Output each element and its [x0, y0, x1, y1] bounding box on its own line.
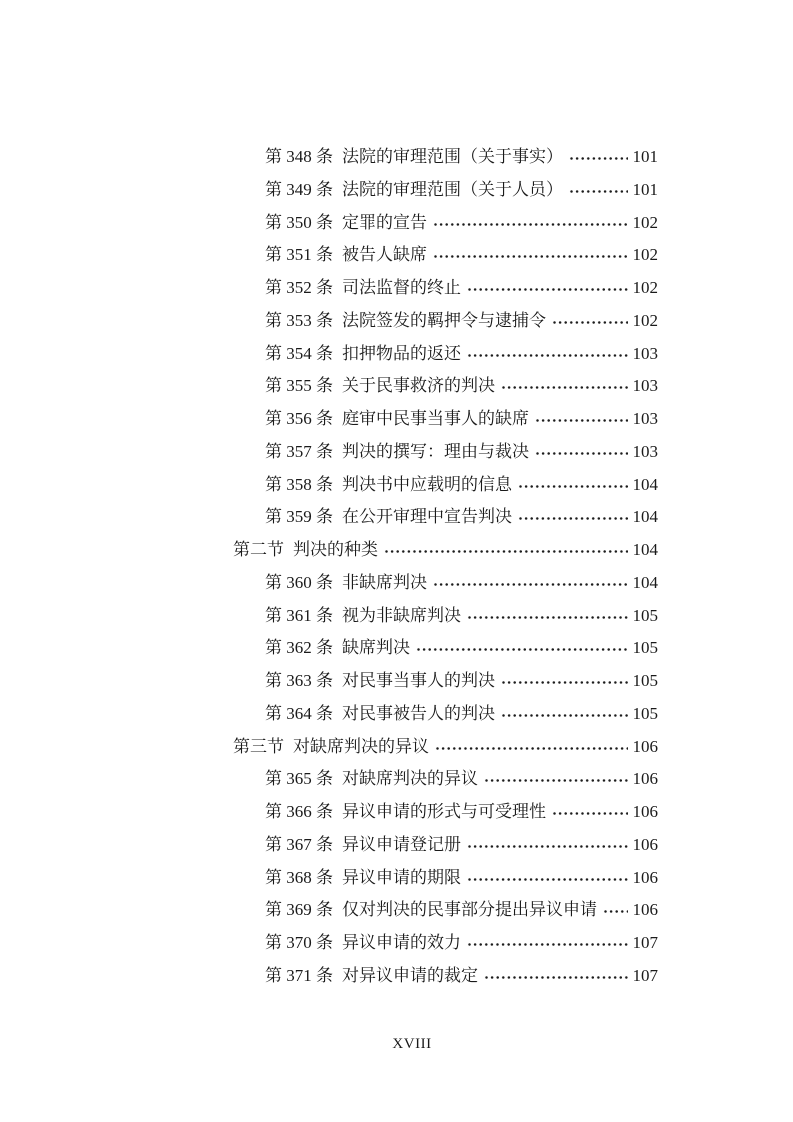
toc-entry: [233, 141, 658, 174]
toc-entry-label: 第二节: [233, 540, 284, 559]
toc-entry-page: 103: [632, 343, 658, 363]
toc-entry-page: 102: [632, 212, 658, 232]
toc-entry: [233, 239, 658, 272]
toc-entry: [233, 829, 658, 862]
toc-entry-label: 第 356 条: [265, 409, 333, 428]
dot-leader: [467, 844, 628, 849]
toc-entry-title: 异议申请的期限: [342, 867, 461, 887]
toc-entry-label: 第 351 条: [265, 245, 333, 265]
toc-entry: [233, 927, 658, 960]
dot-leader: [535, 418, 628, 423]
dot-leader: [416, 647, 628, 652]
toc-entry-label: 第 371 条: [265, 965, 333, 985]
toc-entry-page: 103: [632, 376, 658, 396]
dot-leader: [433, 582, 628, 587]
dot-leader: [569, 156, 628, 161]
toc-entry-label: 第 362 条: [265, 638, 333, 658]
toc-entry-page: 104: [632, 540, 658, 559]
dot-leader: [384, 549, 628, 554]
toc-entry-page: 101: [632, 147, 658, 166]
toc-entry-page: 106: [632, 834, 658, 854]
dot-leader: [467, 615, 628, 620]
toc-entry-title: 定罪的宣告: [342, 212, 427, 232]
toc-entry: [233, 207, 658, 240]
toc-entry-label: 第 361 条: [265, 605, 333, 625]
toc-entry-label: 第 366 条: [265, 802, 333, 821]
toc-entry-label: 第 359 条: [265, 507, 333, 527]
toc-entry-label: 第 363 条: [265, 671, 333, 690]
toc-entry: [233, 501, 658, 534]
toc-entry: [233, 436, 658, 469]
toc-entry-label: 第 360 条: [265, 572, 333, 592]
toc-entry-page: 102: [632, 310, 658, 330]
toc-entry-page: 106: [632, 900, 658, 920]
toc-entry-label: 第 357 条: [265, 441, 333, 461]
toc-entry-page: 105: [632, 638, 658, 658]
dot-leader: [518, 516, 628, 521]
toc-entry-label: 第 369 条: [265, 900, 333, 920]
dot-leader: [433, 254, 628, 259]
dot-leader: [433, 222, 628, 227]
toc-entry-label: 第 348 条: [265, 147, 333, 166]
toc-entry-page: 107: [632, 965, 658, 985]
toc-entry-page: 104: [632, 507, 658, 527]
dot-leader: [467, 287, 628, 292]
toc-entry-title: 缺席判决: [342, 638, 410, 658]
toc-list: [233, 141, 658, 993]
toc-entry-label: 第 367 条: [265, 834, 333, 854]
dot-leader: [484, 975, 628, 980]
toc-entry-title: 判决的种类: [293, 540, 378, 559]
toc-entry-page: 105: [632, 671, 658, 690]
toc-entry: [233, 665, 658, 698]
dot-leader: [603, 909, 628, 914]
toc-entry: [233, 272, 658, 305]
toc-entry: [233, 305, 658, 338]
toc-entry: [233, 534, 658, 567]
toc-entry: [233, 763, 658, 796]
toc-entry-label: 第 349 条: [265, 179, 333, 199]
toc-entry: [233, 632, 658, 665]
toc-entry-title: 对缺席判决的异议: [293, 736, 429, 756]
toc-entry: [233, 894, 658, 927]
toc-entry-title: 对缺席判决的异议: [342, 769, 478, 789]
toc-entry: [233, 698, 658, 731]
toc-entry-title: 对民事当事人的判决: [342, 671, 495, 690]
toc-entry-label: 第 370 条: [265, 933, 333, 952]
dot-leader: [501, 713, 628, 718]
dot-leader: [518, 484, 628, 489]
dot-leader: [569, 189, 628, 194]
toc-entry: [233, 338, 658, 371]
toc-entry-page: 104: [632, 474, 658, 494]
toc-entry-page: 102: [632, 245, 658, 265]
toc-entry: [233, 174, 658, 207]
toc-entry: [233, 960, 658, 993]
toc-entry-title: 扣押物品的返还: [342, 343, 461, 363]
toc-entry-title: 法院的审理范围（关于人员）: [342, 179, 563, 199]
toc-entry-page: 103: [632, 441, 658, 461]
toc-entry-title: 法院签发的羁押令与逮捕令: [342, 310, 546, 330]
page-number-roman: XVIII: [392, 1036, 432, 1052]
toc-entry-title: 司法监督的终止: [342, 278, 461, 297]
toc-entry-page: 104: [632, 572, 658, 592]
toc-entry: [233, 469, 658, 502]
toc-entry-title: 仅对判决的民事部分提出异议申请: [342, 900, 597, 920]
dot-leader: [435, 746, 628, 751]
toc-entry-title: 判决的撰写：理由与裁决: [342, 441, 529, 461]
toc-entry-title: 异议申请的形式与可受理性: [342, 802, 546, 821]
toc-entry: [233, 731, 658, 764]
toc-entry-label: 第 368 条: [265, 867, 333, 887]
toc-entry-page: 105: [632, 703, 658, 723]
toc-entry-page: 102: [632, 278, 658, 297]
toc-entry-label: 第 350 条: [265, 212, 333, 232]
toc-entry-title: 被告人缺席: [342, 245, 427, 265]
toc-entry-title: 异议申请的效力: [342, 933, 461, 952]
toc-entry-label: 第 352 条: [265, 278, 333, 297]
dot-leader: [501, 680, 628, 685]
toc-entry-title: 对异议申请的裁定: [342, 965, 478, 985]
dot-leader: [535, 451, 628, 456]
toc-entry-title: 异议申请登记册: [342, 834, 461, 854]
dot-leader: [484, 778, 628, 783]
toc-entry-page: 106: [632, 802, 658, 821]
toc-entry: [233, 567, 658, 600]
toc-entry-title: 庭审中民事当事人的缺席: [342, 409, 529, 428]
toc-entry-page: 106: [632, 736, 658, 756]
toc-entry-label: 第 355 条: [265, 376, 333, 396]
toc-entry-page: 105: [632, 605, 658, 625]
dot-leader: [467, 942, 628, 947]
dot-leader: [552, 811, 628, 816]
toc-entry-title: 非缺席判决: [342, 572, 427, 592]
dot-leader: [467, 353, 628, 358]
toc-entry-label: 第 354 条: [265, 343, 333, 363]
toc-entry: [233, 796, 658, 829]
toc-entry: [233, 862, 658, 895]
toc-entry-page: 101: [632, 179, 658, 199]
toc-entry-label: 第 364 条: [265, 703, 333, 723]
toc-entry-page: 106: [632, 769, 658, 789]
toc-entry-label: 第 365 条: [265, 769, 333, 789]
toc-entry-title: 在公开审理中宣告判决: [342, 507, 512, 527]
toc-entry-title: 视为非缺席判决: [342, 605, 461, 625]
toc-entry-title: 对民事被告人的判决: [342, 703, 495, 723]
toc-entry: [233, 600, 658, 633]
page-footer: [392, 1036, 431, 1053]
toc-entry-page: 106: [632, 867, 658, 887]
dot-leader: [501, 385, 628, 390]
toc-entry-title: 判决书中应载明的信息: [342, 474, 512, 494]
dot-leader: [467, 877, 628, 882]
toc-entry-label: 第 358 条: [265, 474, 333, 494]
toc-entry: [233, 370, 658, 403]
toc-entry-title: 关于民事救济的判决: [342, 376, 495, 396]
toc-entry-label: 第 353 条: [265, 310, 333, 330]
toc-entry-title: 法院的审理范围（关于事实）: [342, 147, 563, 166]
toc-entry-label: 第三节: [233, 736, 284, 756]
toc-entry: [233, 403, 658, 436]
toc-entry-page: 107: [632, 933, 658, 952]
dot-leader: [552, 320, 628, 325]
toc-entry-page: 103: [632, 409, 658, 428]
